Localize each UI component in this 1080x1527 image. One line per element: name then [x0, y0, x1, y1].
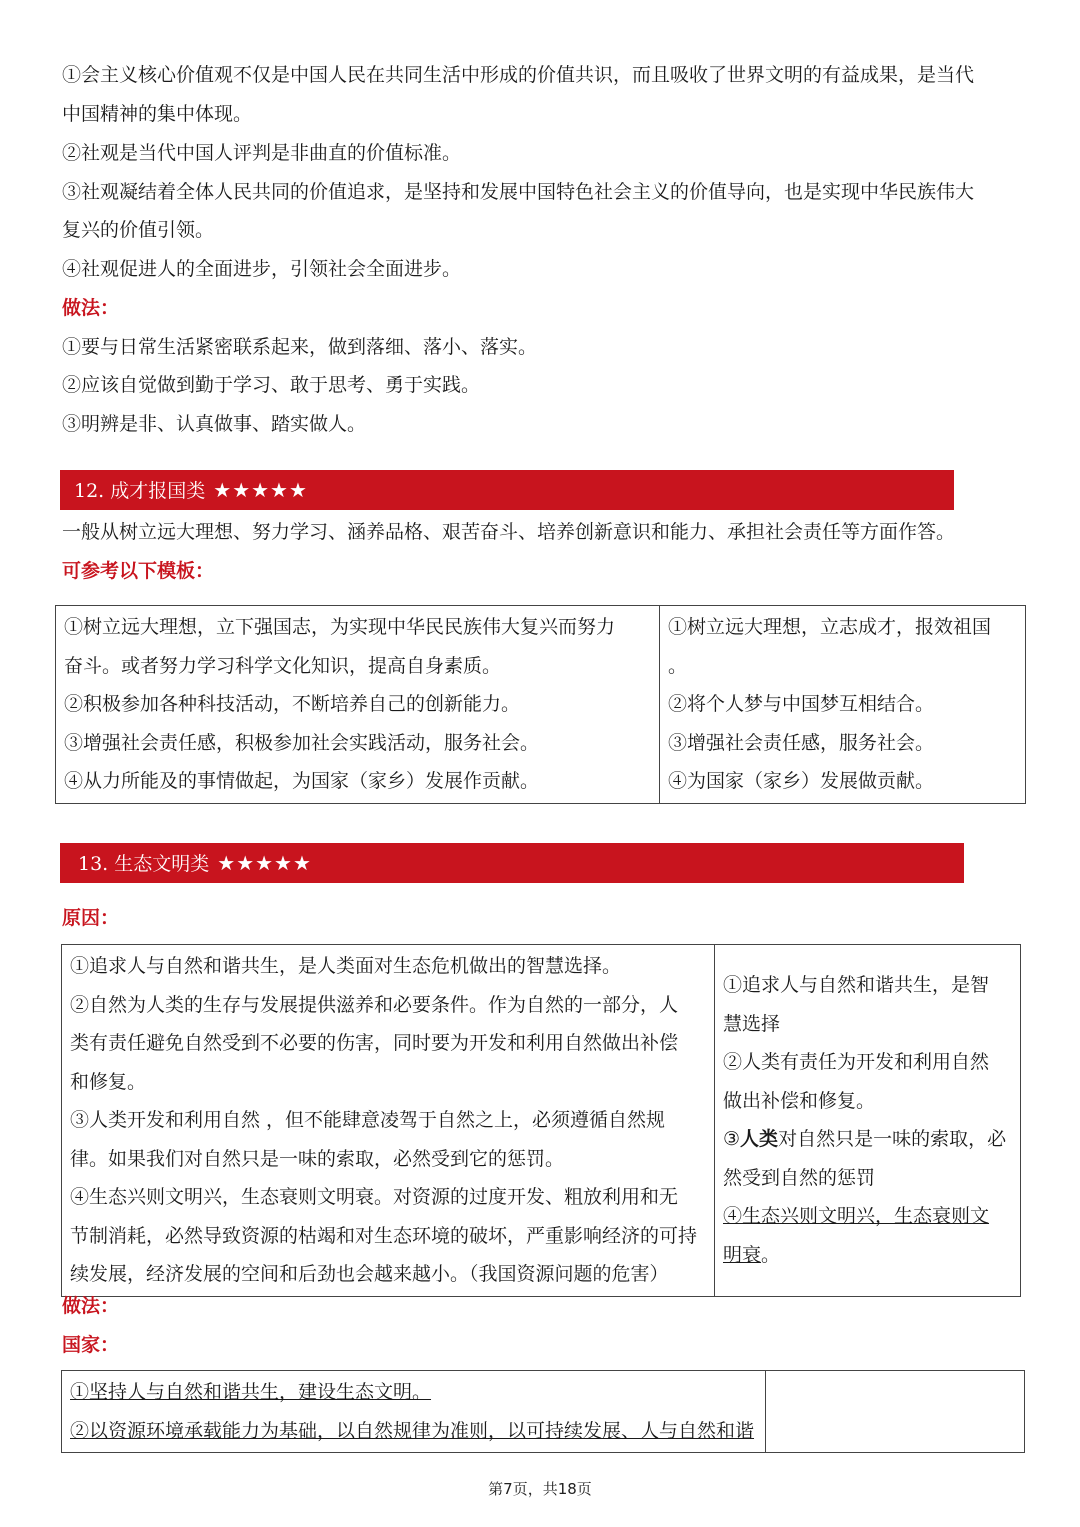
country-line-2: ②以资源环境承载能力为基础，以自然规律为准则，以可持续发展、人与自然和谐 — [70, 1419, 755, 1442]
s13-left-line-1: ①追求人与自然和谐共生，是人类面对生态危机做出的智慧选择。 — [70, 955, 622, 977]
intro-line-4: ③社观凝结着全体人民共同的价值追求，是坚持和发展中国特色社会主义的价值导向，也是实现中华民族伟大 — [62, 181, 975, 203]
s12-right-line-3: ②将个人梦与中国梦互相结合。 — [668, 693, 935, 715]
intro-line-1: ①会主义核心价值观不仅是中国人民在共同生活中形成的价值共识，而且吸收了世界文明的有益成果，是当代 — [62, 64, 975, 86]
intro-line-3: ②社观是当代中国人评判是非曲直的价值标准。 — [62, 142, 462, 164]
s13-right-line-5 — [723, 1120, 1014, 1159]
s13-right-line-8 — [723, 1236, 1014, 1275]
country-line-1: ①坚持人与自然和谐共生，建设生态文明。 — [70, 1381, 432, 1403]
s13-right-line-3: ②人类有责任为开发和利用自然 — [723, 1051, 990, 1074]
method-label: 做法： — [62, 297, 120, 319]
s13-left-line-5: ③人类开发和利用自然 ，但不能肆意凌驾于自然之上，必须遵循自然规 — [70, 1109, 666, 1131]
s12-left-line-5: ④从力所能及的事情做起，为国家（家乡）发展作贡献。 — [64, 770, 540, 792]
country-left-cell — [62, 1371, 766, 1453]
s13-left-line-2: ②自然为人类的生存与发展提供滋养和必要条件。作为自然的一部分，人 — [70, 993, 679, 1016]
s13-right-line-5-prefix: ③ — [723, 1128, 741, 1151]
s13-left-line-6: 律。如果我们对自然只是一味的索取，必然受到它的惩罚。 — [70, 1147, 565, 1170]
s12-left-line-3: ②积极参加各种科技活动，不断培养自己的创新能力。 — [64, 693, 521, 715]
s12-left-line-2: 奋斗。或者努力学习科学文化知识，提高自身素质。 — [64, 654, 502, 677]
s13-left-line-4: 和修复。 — [70, 1070, 147, 1093]
page-footer: 第7页，共18页 — [488, 1480, 592, 1498]
s13-left-line-3: 类有责任避免自然受到不必要的伤害，同时要为开发和利用自然做出补偿 — [70, 1032, 679, 1054]
section-12-description: 一般从树立远大理想、努力学习、涵养品格、艰苦奋斗、培养创新意识和能力、承担社会责任等方面作答。 — [62, 521, 956, 543]
section-13-left-cell — [62, 945, 715, 1297]
s13-right-line-4: 做出补偿和修复。 — [723, 1089, 876, 1112]
section-12-template-label: 可参考以下模板： — [62, 560, 215, 582]
section-13-reason-label: 原因： — [62, 907, 120, 929]
section-12-banner — [60, 470, 954, 510]
intro-line-6: ④社观促进人的全面进步，引领社会全面进步。 — [62, 258, 462, 280]
section-12-stars: ★★★★★ — [213, 478, 308, 502]
section-13-method-label: 做法： — [62, 1295, 120, 1317]
section-13-table — [61, 944, 1021, 1297]
s13-right-line-7: ④生态兴则文明兴，生态衰则文 — [723, 1205, 990, 1228]
section-13-title: 13. 生态文明类 — [78, 853, 210, 875]
s13-left-line-8: 节制消耗，必然导致资源的枯竭和对生态环境的破坏，严重影响经济的可持 — [70, 1224, 698, 1247]
s13-right-line-8-end: 。 — [761, 1243, 781, 1266]
intro-line-5: 复兴的价值引领。 — [62, 219, 215, 241]
s12-left-line-1: ①树立远大理想，立下强国志，为实现中华民民族伟大复兴而努力 — [64, 616, 616, 638]
country-right-cell — [766, 1371, 1025, 1453]
s13-right-line-1: ①追求人与自然和谐共生，是智 — [723, 974, 990, 997]
intro-line-2: 中国精神的集中体现。 — [62, 103, 253, 125]
section-13-right-cell — [715, 945, 1021, 1297]
section-12-table — [55, 605, 1026, 804]
method-line-1: ①要与日常生活紧密联系起来，做到落细、落小、落实。 — [62, 336, 538, 358]
section-12-right-cell — [660, 606, 1026, 804]
s13-left-line-7: ④生态兴则文明兴，生态衰则文明衰。对资源的过度开发、粗放利用和无 — [70, 1186, 679, 1208]
s12-right-line-2: 。 — [668, 654, 688, 677]
section-13-banner — [60, 843, 964, 883]
s12-right-line-1: ①树立远大理想，立志成才，报效祖国 — [668, 616, 992, 638]
s13-right-line-5-rest: 对自然只是一味的索取，必 — [778, 1128, 1007, 1151]
section-13-stars: ★★★★★ — [217, 851, 312, 875]
section-12-left-cell — [56, 606, 660, 804]
method-line-2: ②应该自觉做到勤于学习、敢于思考、勇于实践。 — [62, 374, 481, 396]
section-13-country-table — [61, 1370, 1025, 1453]
s13-right-line-5-bold: 人类 — [740, 1128, 779, 1151]
section-13-country-label: 国家： — [62, 1334, 120, 1356]
s12-right-line-4: ③增强社会责任感，服务社会。 — [668, 731, 935, 754]
s13-right-line-6: 然受到自然的惩罚 — [723, 1166, 876, 1189]
s12-left-line-4: ③增强社会责任感，积极参加社会实践活动，服务社会。 — [64, 731, 540, 754]
section-12-title: 12. 成才报国类 — [74, 480, 206, 502]
method-line-3: ③明辨是非、认真做事、踏实做人。 — [62, 413, 367, 435]
s12-right-line-5: ④为国家（家乡）发展做贡献。 — [668, 770, 935, 792]
s13-left-line-9: 续发展，经济发展的空间和后劲也会越来越小。（我国资源问题的危害） — [70, 1263, 669, 1285]
s13-right-line-2: 慧选择 — [723, 1012, 781, 1035]
s13-right-line-8-text: 明衰 — [723, 1243, 762, 1266]
